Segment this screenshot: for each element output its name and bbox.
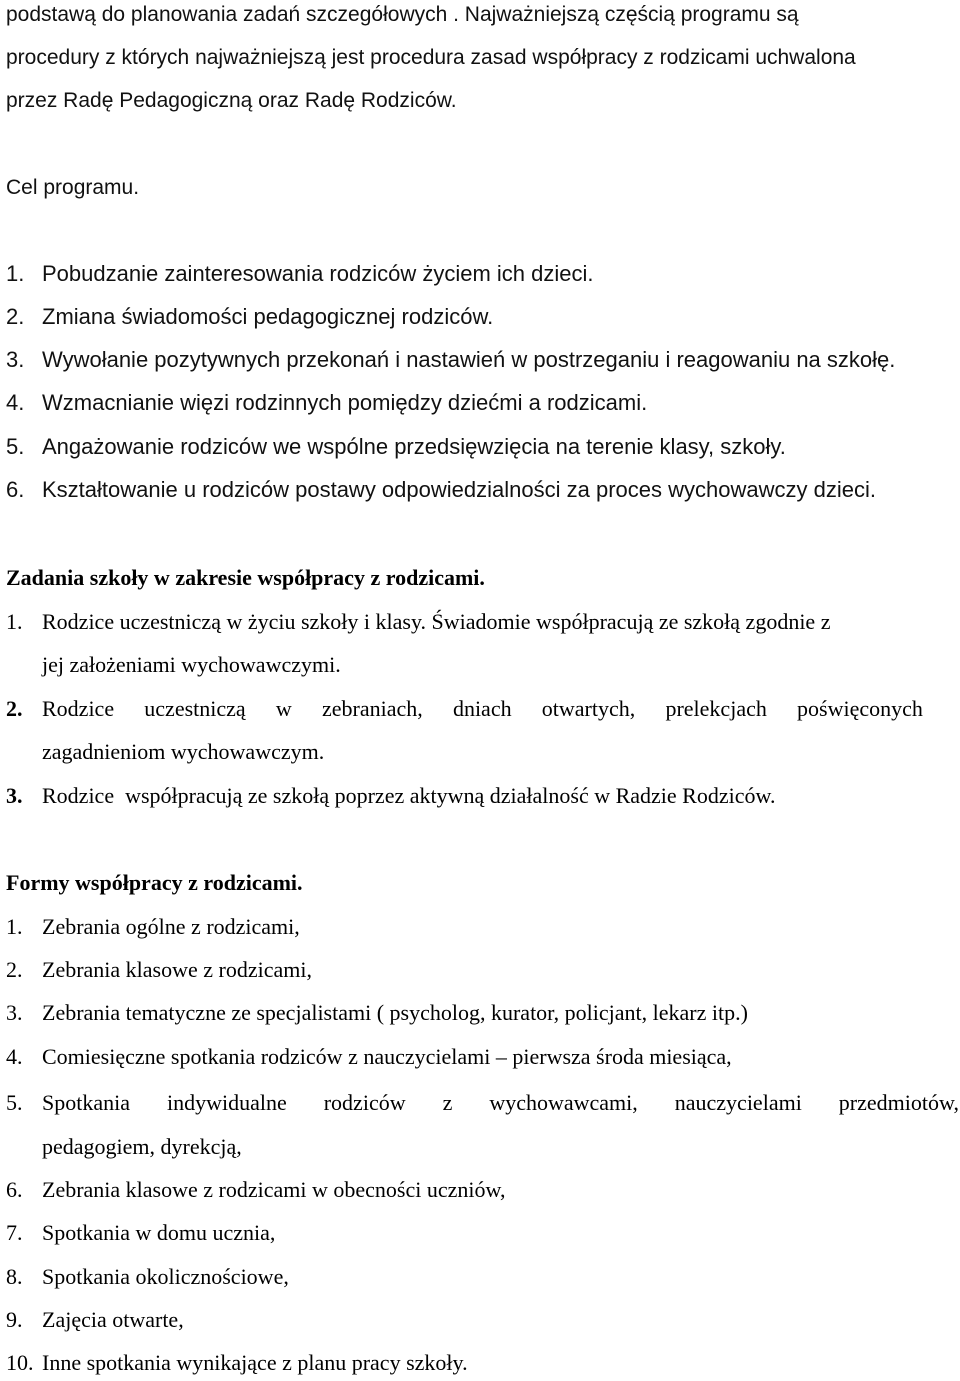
intro-line-1: podstawą do planowania zadań szczegółowych . Najważniejszą częścią programu są [6,3,799,26]
task-text [42,696,923,722]
form-item [6,1044,732,1070]
word: prelekcjach [665,696,767,721]
goal-text: Pobudzanie zainteresowania rodziców życiem ich dzieci. [42,261,594,286]
intro-line-2: procedury z których najważniejszą jest procedura zasad współpracy z rodzicami uchwalona [6,46,856,69]
form-text: Zebrania tematyczne ze specjalistami ( psycholog, kurator, policjant, lekarz itp.) [42,1000,748,1025]
form-number: 3. [6,1000,23,1025]
task-item [6,609,830,635]
word: z [442,1090,453,1115]
form-text-continued: pedagogiem, dyrekcją, [42,1134,242,1159]
form-item [6,1220,275,1246]
word: uczestniczą [144,696,246,721]
goals-heading: Cel programu. [6,176,140,199]
form-number: 2. [6,957,23,982]
word: otwartych, [541,696,636,721]
task-text: Rodzice uczestniczą w życiu szkoły i klasy. Świadomie współpracują ze szkołą zgodnie z [42,609,831,634]
word: Rodzice [42,696,115,721]
tasks-heading: Zadania szkoły w zakresie współpracy z rodzicami. [6,565,485,590]
word: zebraniach, [321,696,423,721]
task-number: 1. [6,609,23,634]
word: rodziców [323,1090,406,1115]
word: Spotkania [42,1090,130,1115]
goal-item [6,477,876,503]
goal-text: Kształtowanie u rodziców postawy odpowiedzialności za proces wychowawczy dzieci. [42,477,876,502]
form-number: 5. [6,1090,23,1115]
word: indywidualne [166,1090,287,1115]
form-text: Zajęcia otwarte, [42,1307,184,1332]
form-number: 1. [6,914,23,939]
form-number: 7. [6,1220,23,1245]
word: dniach [452,696,512,721]
goal-text: Wzmacnianie więzi rodzinnych pomiędzy dziećmi a rodzicami. [42,390,648,415]
word: w [275,696,292,721]
goal-number: 6. [6,477,25,502]
goal-number: 4. [6,390,25,415]
form-item [6,1307,184,1333]
form-item [6,1000,748,1026]
word: wychowawcami, [489,1090,638,1115]
form-number: 4. [6,1044,23,1069]
goal-item [6,304,493,330]
form-item [6,1264,289,1290]
form-number: 9. [6,1307,23,1332]
form-number: 10. [6,1350,34,1375]
form-text: Inne spotkania wynikające z planu pracy szkoły. [42,1350,468,1375]
form-number: 8. [6,1264,23,1289]
word: poświęconych [797,696,923,721]
goal-number: 1. [6,261,25,286]
goal-item [6,390,647,416]
task-item [6,696,923,722]
goal-number: 5. [6,434,25,459]
form-text [42,1090,959,1116]
word: nauczycielami [674,1090,802,1115]
goal-text: Wywołanie pozytywnych przekonań i nastawień w postrzeganiu i reagowaniu na szkołę. [42,347,896,372]
goal-text: Zmiana świadomości pedagogicznej rodziców. [42,304,494,329]
task-number: 3. [6,783,23,808]
form-number: 6. [6,1177,23,1202]
goal-item [6,261,594,287]
form-text: Spotkania okolicznościowe, [42,1264,289,1289]
word: przedmiotów, [838,1090,959,1115]
task-text-continued: jej założeniami wychowawczymi. [42,652,341,677]
task-text: Rodzice współpracują ze szkołą poprzez aktywną działalność w Radzie Rodziców. [42,783,776,808]
form-text: Spotkania w domu ucznia, [42,1220,276,1245]
form-text: Zebrania ogólne z rodzicami, [42,914,300,939]
goal-number: 3. [6,347,25,372]
forms-heading: Formy współpracy z rodzicami. [6,870,303,895]
form-item [6,957,312,983]
form-item [6,914,300,940]
task-text-continued: zagadnieniom wychowawczym. [42,739,325,764]
form-text: Zebrania klasowe z rodzicami, [42,957,312,982]
form-item [6,1350,468,1376]
form-item [6,1177,505,1203]
task-number: 2. [6,696,23,721]
goal-item [6,347,895,373]
form-text: Comiesięczne spotkania rodziców z nauczycielami – pierwsza środa miesiąca, [42,1044,732,1069]
goal-text: Angażowanie rodziców we wspólne przedsięwzięcia na terenie klasy, szkoły. [42,434,786,459]
form-item [6,1090,959,1116]
intro-line-3: przez Radę Pedagogiczną oraz Radę Rodziców. [6,89,457,112]
form-text: Zebrania klasowe z rodzicami w obecności uczniów, [42,1177,506,1202]
task-item [6,783,775,809]
goal-number: 2. [6,304,25,329]
goal-item [6,434,786,460]
